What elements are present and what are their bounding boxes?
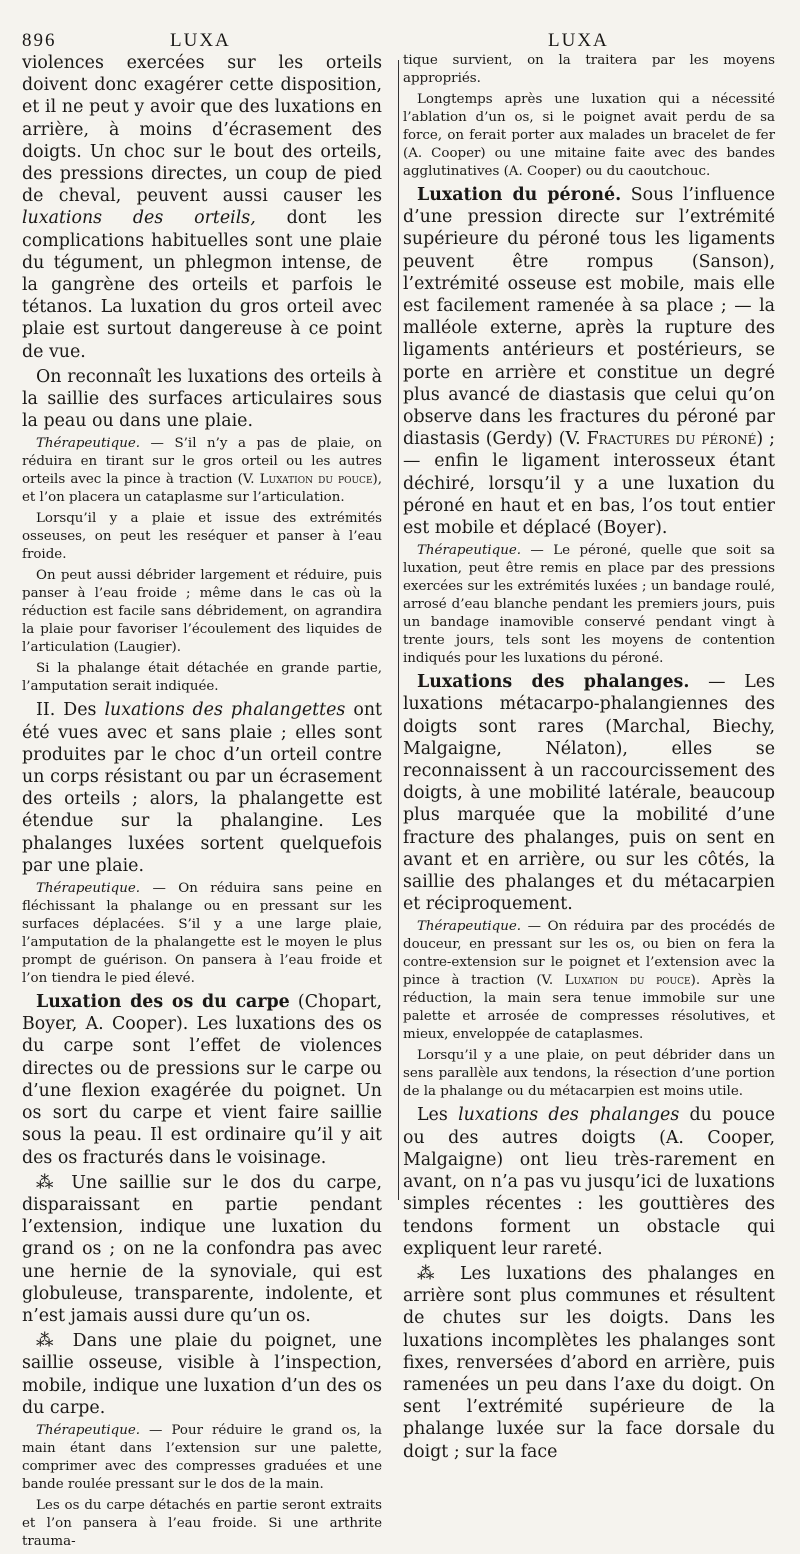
paragraph: ⁂ Les luxations des phalanges en arrière sont plus communes et résultent de chutes sur les doigts. Dans les luxations incomplètes les phalanges sont fixes, renversées d’abord en arrière, puis ramenées un peu dans l’axe du doigt. On sent l’extrémité supérieure de la phalange luxée sur la face dorsale du doigt ; sur la face [403,1263,775,1462]
text: — On réduira par des procédés de douceur, en pressant sur les os, ou bien on fera la contre-extension sur le poignet et l’extension avec la pince à traction (V. [403,919,775,989]
paragraph: Lorsqu’il y a plaie et issue des extrémités osseuses, on peut les reséquer et panser à l’eau froide. [22,511,382,563]
paragraph: Si la phalange était détachée en grande partie, l’amputation serait indiquée. [22,661,382,695]
entry-heading: Luxations des phalanges. [417,672,690,693]
column-divider [398,60,399,1200]
text: ), et l’on placera un cataplasme sur l’articulation. [22,472,382,506]
paragraph: Les os du carpe détachés en partie seront extraits et l’on pansera à l’eau froide. Si une arthrite trauma- [22,1497,382,1549]
text: — Le péroné, quelle que soit sa luxation, peut être remis en place par des pressions exercées sur les extrémités luxées ; un bandage roulé, arrosé d’eau blanche pendant les premiers jours, puis un bandage inamovible conservé pendant vingt à trente jours, tels sont les moyens de contention indiqués pour les luxations du péroné. [403,543,775,667]
text: du pouce ou des autres doigts (A. Cooper, Malgaigne) ont lieu très-rarement en avant, on n’a pas vu jusqu’ici de luxations simples récentes : les gouttières des tendons forment un obstacle qui expliquent leur rareté. [403,1105,775,1259]
entry-heading: Luxation des os du carpe [36,992,290,1013]
entry-paragraph [403,671,775,915]
section-label: Thérapeutique. [36,436,141,452]
cross-reference: Luxation du pouce [259,472,373,488]
right-column [403,52,775,1466]
left-running-head: LUXA [170,30,231,51]
text: — S’il n’y a pas de plaie, on réduira en tirant sur le gros orteil ou les autres orteils avec la pince à traction (V. [22,436,382,488]
paragraph: Longtemps après une luxation qui a nécessité l’ablation d’un os, si le poignet avait perdu de sa force, on ferait porter aux malades un bracelet de fer (A. Cooper) ou une mitaine faite avec des bandes agglutinatives (A. Cooper) ou du caoutchouc. [403,92,775,179]
paragraph: ⁂ Dans une plaie du poignet, une saillie osseuse, visible à l’inspection, mobile, indique une luxation d’un des os du carpe. [22,1331,382,1418]
text: (Chopart, Boyer, A. Cooper). Les luxations des os du carpe sont l’effet de violences directes ou de pressions sur le carpe ou d’une flexion exagérée du poignet. Un os sort du carpe et vient faire saillie sous la peau. Il est ordinaire qu’il y ait des os fracturés dans le voisinage. [22,992,383,1168]
text: ). Après la réduction, la main sera tenue immobile sur une palette et arrosée de compresses résolutives, et mieux, enveloppée de cataplasmes. [403,973,776,1043]
cross-reference: Fractures du péroné [586,429,757,450]
italic-term: luxations des phalangettes [104,700,346,721]
section-label: Thérapeutique. [417,919,522,935]
paragraph [22,699,382,877]
section-label: Thérapeutique. [36,881,141,897]
text: — On réduira sans peine en fléchissant la phalange ou en pressant sur les surfaces déplacées. S’il y a une large plaie, l’amputation de la phalangette est le moyen le plus prompt de guérison. On pansera à l’eau froide et l’on tiendra le pied élevé. [22,881,382,987]
paragraph [403,1104,775,1259]
therapeutique-paragraph [22,1422,382,1494]
left-column [22,52,382,1554]
paragraph: On peut aussi débrider largement et réduire, puis panser à l’eau froide ; même dans le cas où la réduction est facile sans débridement, on agrandira la plaie pour favoriser l’écoulement des liquides de l’articulation (Laugier). [22,568,382,656]
therapeutique-paragraph [403,918,775,1044]
paragraph: ⁂ Une saillie sur le dos du carpe, disparaissant en partie pendant l’extension, indique une luxation du grand os ; on ne la confondra pas avec une hernie de la synoviale, qui est globuleuse, transparente, indolente, et n’est jamais aussi dure qu’un os. [22,1172,382,1326]
entry-paragraph [403,184,775,539]
section-label: Thérapeutique. [417,543,522,559]
text: — Pour réduire le grand os, la main étant dans l’extension sur une palette, comprimer avec des compresses graduées et une bande roulée pressant sur le dos de la main. [22,1422,382,1492]
text: violences exercées sur les orteils doivent donc exagérer cette disposition, et il ne peut y avoir que des luxations en arrière, à moins d’écrasement des doigts. Un choc sur le bout des orteils, des pressions directes, un coup de pied de cheval, peuvent aussi causer les [22,53,382,207]
right-running-head: LUXA [548,30,609,51]
therapeutique-paragraph [22,435,382,507]
italic-term: luxations des orteils, [22,208,256,229]
therapeutique-paragraph [22,880,382,988]
italic-term: luxations des phalanges [458,1105,680,1126]
paragraph: On reconnaît les luxations des orteils à la saillie des surfaces articulaires sous la peau ou dans une plaie. [22,366,382,432]
paragraph: Lorsqu’il y a une plaie, on peut débrider dans un sens parallèle aux tendons, la résection d’une portion de la phalange ou du métacarpien est moins utile. [403,1048,775,1100]
entry-paragraph [22,991,382,1169]
text: ont été vues avec et sans plaie ; elles sont produites par le choc d’un orteil contre un corps résistant ou par un écrasement des orteils ; alors, la phalangette est étendue sur la phalangine. Les phalanges luxées sortent quelquefois par une plaie. [22,700,383,876]
section-label: Thérapeutique. [36,1422,141,1438]
paragraph: tique survient, on la traitera par les moyens appropriés. [403,53,775,86]
page-number: 896 [22,30,57,51]
text: — Les luxations métacarpo-phalangiennes des doigts sont rares (Marchal, Biechy, Malgaigne, Nélaton), elles se reconnaissent à un raccourcissement des doigts, à une mobilité latérale, beaucoup plus marquée que la mobilité d’une fracture des phalanges, puis on sent en avant et en arrière, ou sur les côtés, la saillie des phalanges et du métacarpien et réciproquement. [403,672,775,915]
text: II. Des [36,700,105,721]
text: Sous l’influence d’une pression directe sur l’extrémité supérieure du péroné tous les ligaments peuvent être rompus (Sanson), l’extrémité osseuse est mobile, mais elle est facilement ramenée à sa place ; — la malléole externe, après la rupture des ligaments antérieurs et postérieurs, se porte en arrière et constitue un degré plus avancé de diastasis que celui qu’on observe dans les fractures du péroné par diastasis (Gerdy) (V. [403,185,775,450]
text: Les [417,1105,459,1126]
therapeutique-paragraph [403,542,775,668]
cross-reference: Luxation du pouce [564,973,691,989]
text: ) ; — enfin le ligament interosseux étant déchiré, lorsqu’il y a une luxation du péroné en haut et en bas, l’os tout entier est mobile et déplacé (Boyer). [403,429,776,539]
entry-heading: Luxation du péroné. [417,185,622,205]
paragraph [22,52,382,363]
text: dont les complications habituelles sont une plaie du tégument, un phlegmon intense, de la gangrène des orteils et parfois le tétanos. La luxation du gros orteil avec plaie est surtout dangereuse à ce point de vue. [22,208,382,362]
